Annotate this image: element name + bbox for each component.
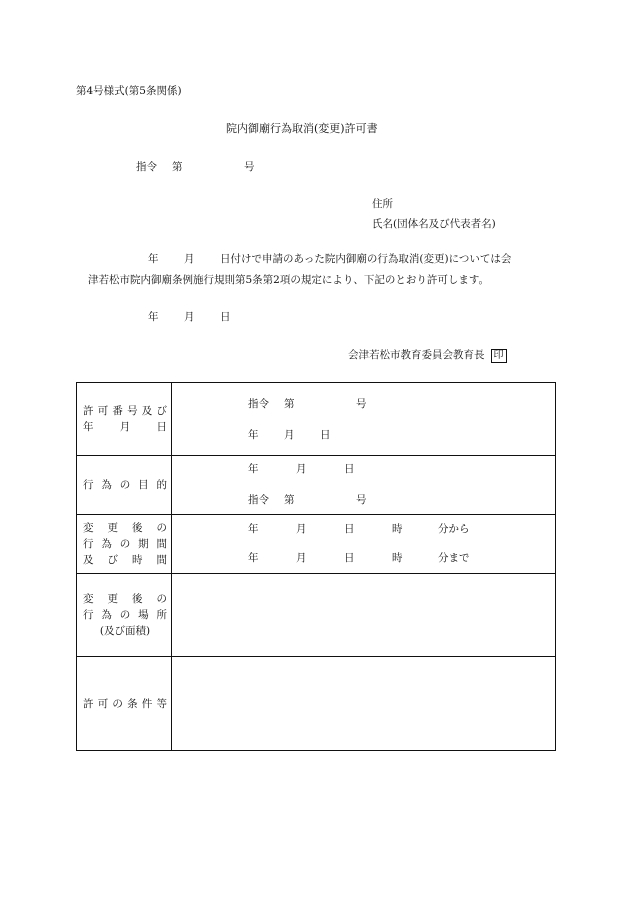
label-period [77, 515, 172, 574]
day-text: 日 [344, 463, 355, 475]
to-minute: 分まで [438, 552, 470, 564]
row-permit-number [77, 383, 556, 456]
from-month: 月 [296, 523, 307, 535]
shirei-text: 指令 [248, 398, 269, 410]
document-title: 院内御廟行為取消(変更)許可書 [226, 122, 378, 135]
from-hour: 時 [392, 523, 403, 535]
value-period [172, 515, 556, 574]
dai-text: 第 [284, 494, 295, 506]
label-line: 及 び 時 間 [83, 554, 167, 566]
label-location [77, 574, 172, 657]
to-month: 月 [296, 552, 307, 564]
body-line1: 日付けで申請のあった院内御廟の行為取消(変更)については会 [220, 253, 512, 265]
row-period [77, 515, 556, 574]
name-label: 氏名(団体名及び代表者名) [372, 218, 496, 230]
from-day: 日 [344, 523, 355, 535]
label-line: 許 可 番 号 及 び [83, 405, 167, 417]
year-text: 年 [248, 463, 259, 475]
body-month: 月 [184, 253, 195, 265]
label-line: 変 更 後 の [83, 593, 167, 605]
from-year: 年 [248, 523, 259, 535]
row-location [77, 574, 556, 657]
label-purpose [77, 456, 172, 515]
row-conditions [77, 657, 556, 751]
shirei-text: 指令 [248, 494, 269, 506]
go-text: 号 [356, 398, 367, 410]
label-conditions [77, 657, 172, 751]
value-purpose [172, 456, 556, 515]
directive-dai: 第 [172, 161, 183, 173]
value-location [172, 574, 556, 657]
issuer [348, 349, 507, 363]
label-line: 許 可 の 条 件 等 [83, 697, 167, 710]
label-line: (及び面積) [99, 625, 151, 637]
day-text: 日 [320, 429, 331, 441]
label-line: 変 更 後 の [83, 522, 167, 534]
label-line: 年 月 日 [83, 421, 167, 433]
permit-table [76, 382, 556, 751]
to-hour: 時 [392, 552, 403, 564]
to-day: 日 [344, 552, 355, 564]
date-day: 日 [220, 311, 231, 323]
dai-text: 第 [284, 398, 295, 410]
date-year: 年 [148, 311, 159, 323]
to-year: 年 [248, 552, 259, 564]
label-line: 行 為 の 目 的 [83, 479, 167, 491]
label-permit-number [77, 383, 172, 456]
directive-shirei: 指令 [136, 161, 157, 173]
body-year: 年 [148, 253, 159, 265]
label-line: 行 為 の 期 間 [83, 538, 167, 550]
address-label: 住所 [372, 198, 393, 210]
from-minute: 分から [438, 523, 470, 535]
value-permit-number [172, 383, 556, 456]
year-text: 年 [248, 429, 259, 441]
body-line2: 津若松市院内御廟条例施行規則第5条第2項の規定により、下記のとおり許可します。 [88, 274, 490, 286]
month-text: 月 [296, 463, 307, 475]
value-conditions [172, 657, 556, 751]
issuer-name: 会津若松市教育委員会教育長 [348, 349, 485, 361]
seal-stamp: 印 [491, 349, 507, 363]
label-line: 行 為 の 場 所 [83, 609, 167, 621]
row-purpose [77, 456, 556, 515]
go-text: 号 [356, 494, 367, 506]
date-month: 月 [184, 311, 195, 323]
form-number: 第4号様式(第5条関係) [76, 85, 182, 97]
directive-go: 号 [244, 161, 255, 173]
month-text: 月 [284, 429, 295, 441]
